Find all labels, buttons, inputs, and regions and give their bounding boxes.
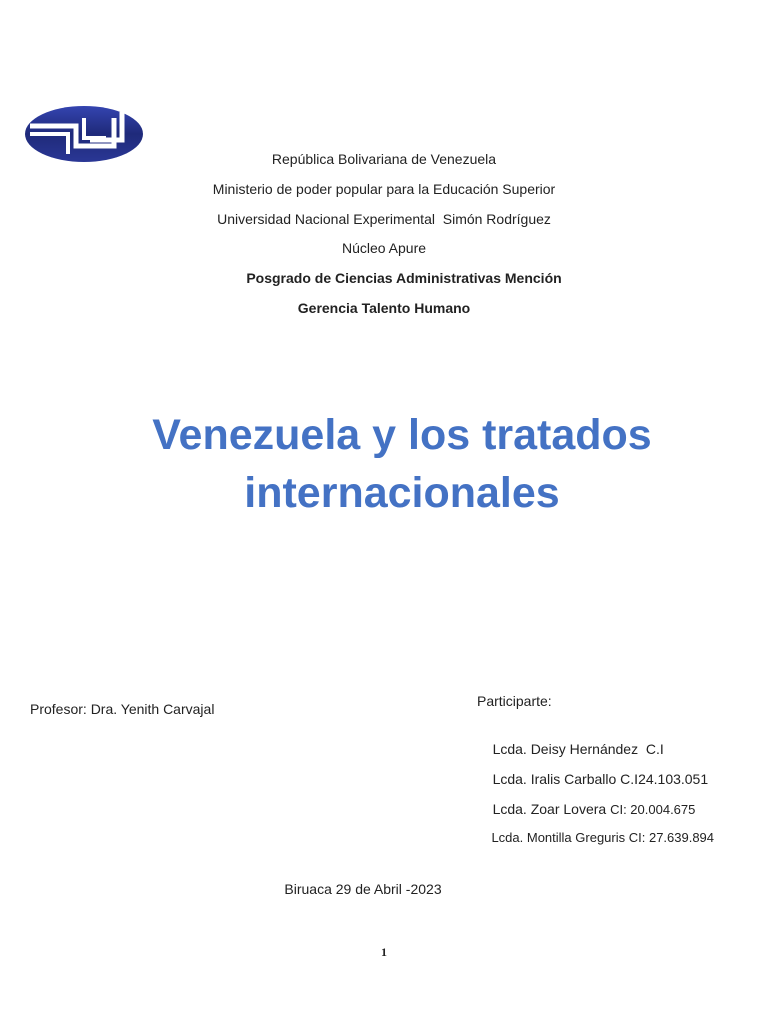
participant-ci: CI: 20.004.675 — [610, 802, 696, 817]
header-postgraduate: Posgrado de Ciencias Administrativas Mención — [246, 270, 562, 286]
document-date: Biruaca 29 de Abril -2023 — [284, 881, 442, 897]
header-nucleus: Núcleo Apure — [341, 240, 427, 256]
header-ministry: Ministerio de poder popular para la Educación Superior — [212, 181, 556, 197]
title-line-2: internacionales — [244, 469, 560, 517]
header-republic: República Bolivariana de Venezuela — [271, 151, 497, 167]
header-management: Gerencia Talento Humano — [297, 300, 471, 316]
title-line-1: Venezuela y los tratados — [152, 411, 652, 459]
participant-item — [477, 811, 714, 865]
participants-heading: Participarte: — [477, 693, 552, 709]
participant-name: Lcda. Iralis Carballo C.I24.103.051 — [492, 771, 709, 787]
document-title — [0, 406, 768, 522]
participant-name: Lcda. Deisy Hernández C.I — [492, 741, 664, 757]
header-university: Universidad Nacional Experimental Simón Rodríguez — [217, 211, 551, 227]
participant-ci: CI: 27.639.894 — [628, 830, 715, 845]
page-number: 1 — [381, 945, 387, 959]
professor-name: Profesor: Dra. Yenith Carvajal — [30, 701, 215, 717]
participant-name: Lcda. Zoar Lovera — [492, 801, 611, 817]
participant-name: Lcda. Montilla Greguris — [491, 830, 629, 845]
